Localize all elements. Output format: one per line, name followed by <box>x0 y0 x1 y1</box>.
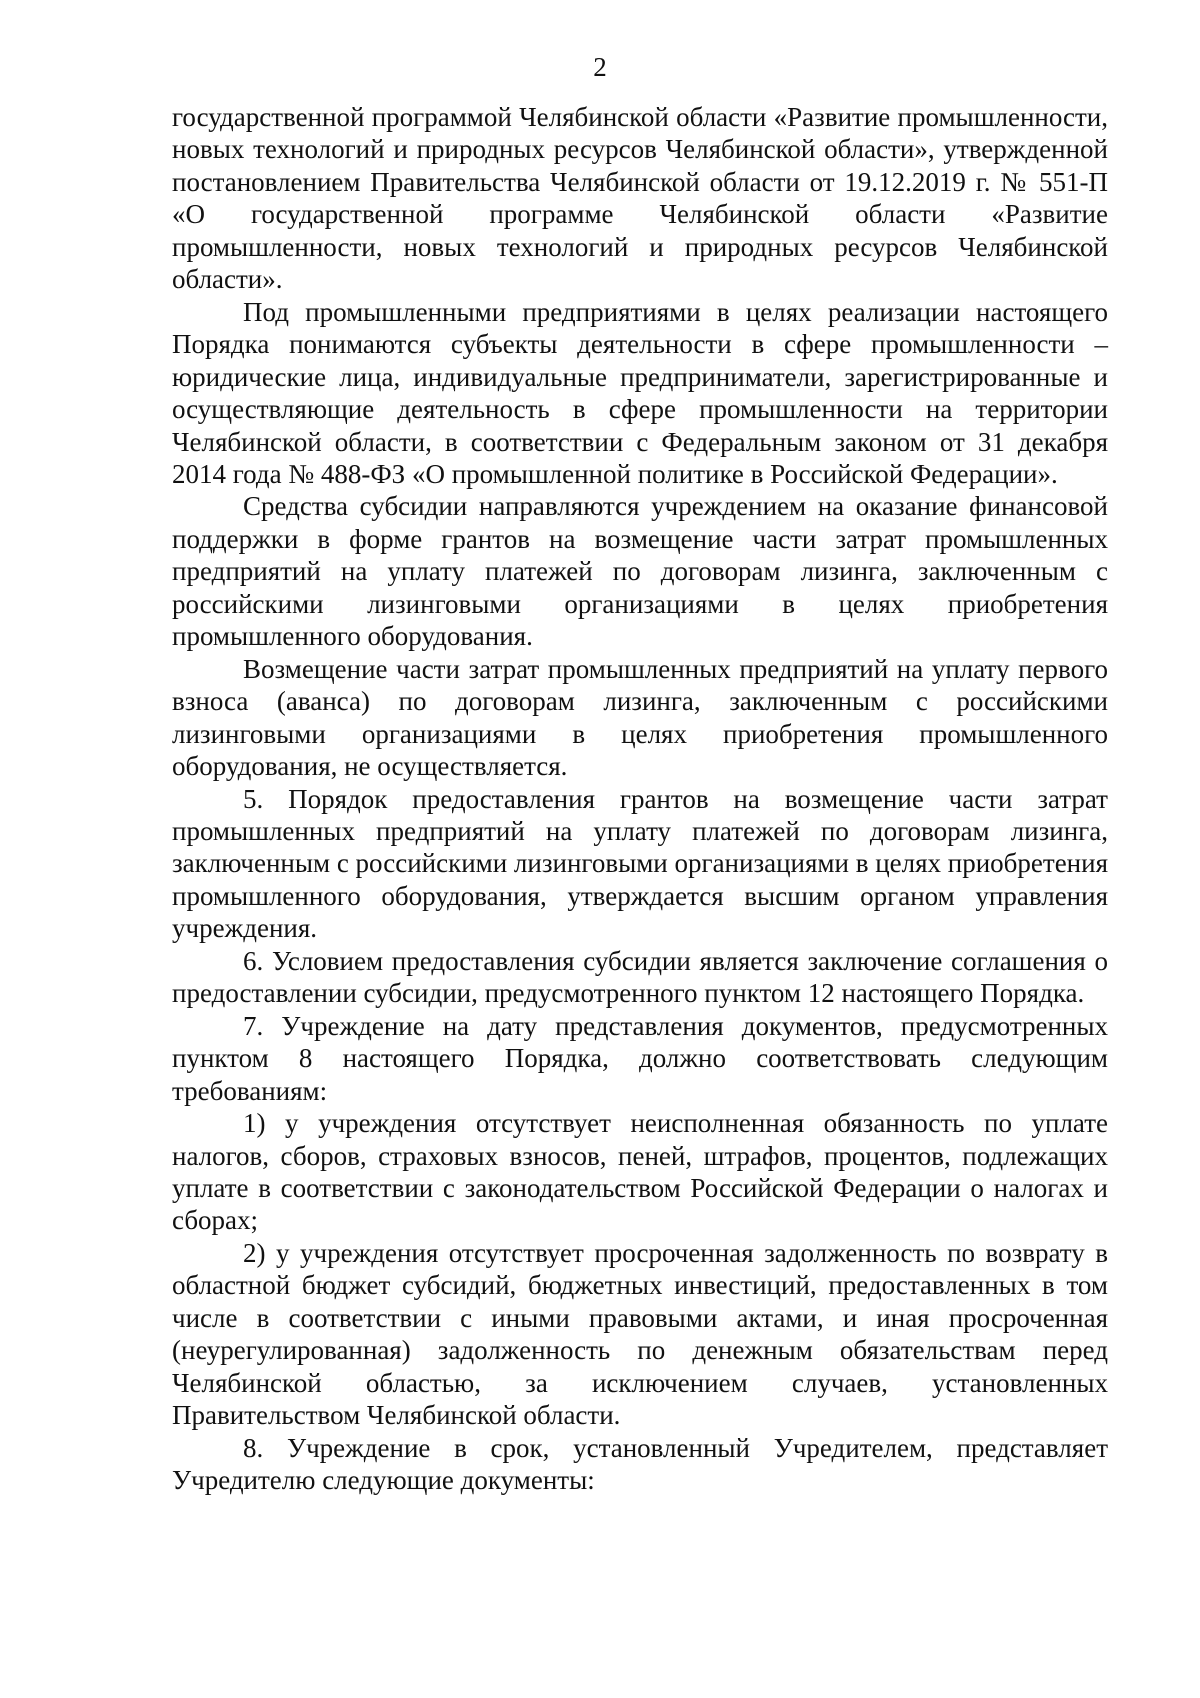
paragraph-first-payment: Возмещение части затрат промышленных предприятий на уплату первого взноса (аванса) по договорам лизинга, заключенным с российскими лизинговыми организациями в целях приобретения промышленного оборудования, не осуществляется. <box>172 653 1108 782</box>
paragraph-industrial-enterprises: Под промышленными предприятиями в целях реализации настоящего Порядка понимаются субъекты деятельности в сфере промышленности – юридические лица, индивидуальные предприниматели, зарегистрированные и осуществляющие деятельность в сфере промышленности на территории Челябинской области, в соответствии с Федеральным законом от 31 декабря 2014 года № 488-ФЗ «О промышленной политике в Российской Федерации». <box>172 296 1108 489</box>
paragraph-item-7-1: 1) у учреждения отсутствует неисполненная обязанность по уплате налогов, сборов, страховых взносов, пеней, штрафов, процентов, подлежащих уплате в соответствии с законодательством Российской Федерации о налогах и сборах; <box>172 1108 1108 1236</box>
paragraph-item-7-2: 2) у учреждения отсутствует просроченная задолженность по возврату в областной бюджет субсидий, бюджетных инвестиций, предоставленных в том числе в соответствии с иными правовыми актами, и иная просроченная (неурегулированная) задолженность по денежным обязательствам перед Челябинской областью, за исключением случаев, установленных Правительством Челябинской области. <box>172 1237 1108 1431</box>
paragraph-item-8: 8. Учреждение в срок, установленный Учредителем, представляет Учредителю следующие документы: <box>172 1432 1108 1496</box>
paragraph-subsidy-funds: Средства субсидии направляются учреждением на оказание финансовой поддержки в форме грантов на возмещение части затрат промышленных предприятий на уплату платежей по договорам лизинга, заключенным с российскими лизинговыми организациями в целях приобретения промышленного оборудования. <box>172 491 1108 652</box>
document-body <box>172 101 1108 1496</box>
paragraph-program-reference: государственной программой Челябинской области «Развитие промышленности, новых технологий и природных ресурсов Челябинской области», утвержденной постановлением Правительства Челябинской области от 19.12.2019 г. № 551-П «О государственной программе Челябинской области «Развитие промышленности, новых технологий и природных ресурсов Челябинской области». <box>172 102 1108 295</box>
paragraph-item-6: 6. Условием предоставления субсидии является заключение соглашения о предоставлении субсидии, предусмотренного пунктом 12 настоящего Порядка. <box>172 945 1108 1009</box>
paragraph-item-7: 7. Учреждение на дату представления документов, предусмотренных пунктом 8 настоящего Порядка, должно соответствовать следующим требованиям: <box>172 1010 1108 1106</box>
paragraph-item-5: 5. Порядок предоставления грантов на возмещение части затрат промышленных предприятий на уплату платежей по договорам лизинга, заключенным с российскими лизинговыми организациями в целях приобретения промышленного оборудования, утверждается высшим органом управления учреждения. <box>172 783 1108 944</box>
page-number: 2 <box>593 52 607 82</box>
